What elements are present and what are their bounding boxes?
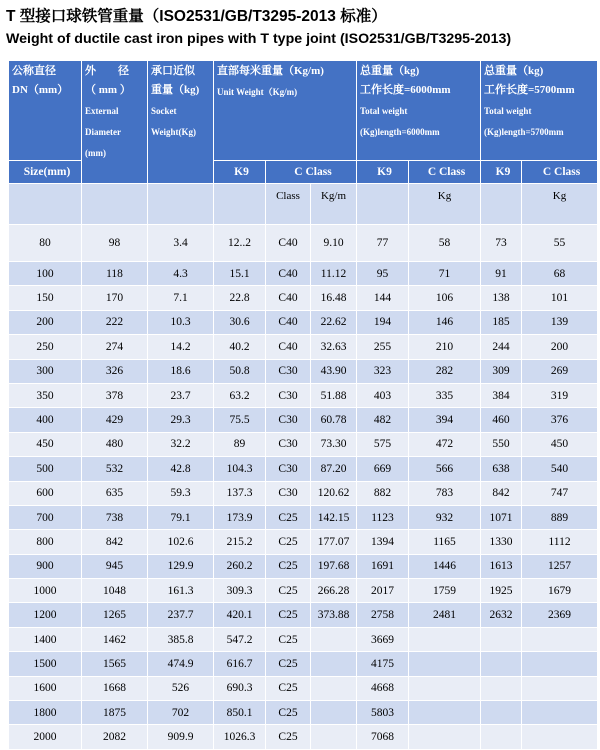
header-socket-cn1: 承口近似 <box>151 65 195 77</box>
cell-dn: 300 <box>9 359 82 383</box>
cell-dn: 1500 <box>9 652 82 676</box>
cell-cls: C40 <box>266 335 311 359</box>
cell-t5c: 68 <box>522 262 598 286</box>
cell-cls: C40 <box>266 286 311 310</box>
header-dn-unit: DN（mm） <box>12 84 69 96</box>
cell-t6c: 71 <box>409 262 481 286</box>
cell-t5c: 540 <box>522 457 598 481</box>
cell-sock: 32.2 <box>148 432 214 456</box>
cell-dn: 2000 <box>9 725 82 749</box>
cell-sock: 161.3 <box>148 579 214 603</box>
cell-t5k9 <box>481 676 522 700</box>
cell-t6k9: 4175 <box>357 652 409 676</box>
table-row <box>9 676 598 700</box>
cell-od: 1565 <box>82 652 148 676</box>
table-row <box>9 603 598 627</box>
cell-t6k9: 575 <box>357 432 409 456</box>
cell-t6k9: 2017 <box>357 579 409 603</box>
cell-t5c: 55 <box>522 225 598 262</box>
header-t6-cn1: 总重量（kg) <box>360 65 420 77</box>
cell-cw: 197.68 <box>311 554 357 578</box>
cell-k9: 50.8 <box>214 359 266 383</box>
cell-cls: C30 <box>266 383 311 407</box>
cell-t6k9: 255 <box>357 335 409 359</box>
cell-k9: 22.8 <box>214 286 266 310</box>
cell-dn: 400 <box>9 408 82 432</box>
cell-t6k9: 1394 <box>357 530 409 554</box>
cell-dn: 350 <box>9 383 82 407</box>
cell-sock: 42.8 <box>148 457 214 481</box>
cell-cw: 43.90 <box>311 359 357 383</box>
cell-od: 1875 <box>82 701 148 725</box>
cell-cls: C25 <box>266 725 311 749</box>
cell-od: 1265 <box>82 603 148 627</box>
cell-k9: 89 <box>214 432 266 456</box>
cell-od: 1462 <box>82 627 148 651</box>
cell-t6k9: 882 <box>357 481 409 505</box>
cell-t5k9: 1071 <box>481 505 522 529</box>
cell-t5k9 <box>481 701 522 725</box>
table-row <box>9 335 598 359</box>
table-row <box>9 432 598 456</box>
cell-cls: C25 <box>266 603 311 627</box>
cell-cls: C30 <box>266 359 311 383</box>
cell-cls: C25 <box>266 627 311 651</box>
table-row <box>9 725 598 749</box>
table-row <box>9 481 598 505</box>
cell-t5k9: 1613 <box>481 554 522 578</box>
units-class: Class <box>266 184 311 225</box>
cell-cls: C25 <box>266 579 311 603</box>
cell-k9: 616.7 <box>214 652 266 676</box>
table-row <box>9 457 598 481</box>
cell-cw: 142.15 <box>311 505 357 529</box>
cell-dn: 1400 <box>9 627 82 651</box>
table-row <box>9 627 598 651</box>
cell-t6k9: 4668 <box>357 676 409 700</box>
cell-cls: C25 <box>266 676 311 700</box>
cell-t6c: 58 <box>409 225 481 262</box>
cell-dn: 1000 <box>9 579 82 603</box>
title-english: Weight of ductile cast iron pipes with T type joint (ISO2531/GB/T3295-2013) <box>6 31 512 47</box>
cell-t5c: 319 <box>522 383 598 407</box>
table-row <box>9 652 598 676</box>
cell-t6c: 783 <box>409 481 481 505</box>
cell-t6c: 1759 <box>409 579 481 603</box>
title-chinese: T 型接口球铁管重量（ISO2531/GB/T3295-2013 标准） <box>6 8 387 25</box>
cell-t5c: 2369 <box>522 603 598 627</box>
cell-cw: 22.62 <box>311 310 357 334</box>
cell-t6k9: 1123 <box>357 505 409 529</box>
header-total-6000 <box>357 61 481 161</box>
cell-t6c: 210 <box>409 335 481 359</box>
cell-t6c <box>409 676 481 700</box>
cell-t5c: 450 <box>522 432 598 456</box>
header-t5-en2: (Kg)length=5700mm <box>484 127 564 137</box>
table-row <box>9 225 598 262</box>
cell-t6k9: 7068 <box>357 725 409 749</box>
cell-t5k9: 73 <box>481 225 522 262</box>
header-socket <box>148 61 214 184</box>
cell-t5k9 <box>481 627 522 651</box>
cell-t5c <box>522 701 598 725</box>
cell-t6c: 282 <box>409 359 481 383</box>
cell-cls: C25 <box>266 554 311 578</box>
cell-sock: 385.8 <box>148 627 214 651</box>
cell-t5k9: 1330 <box>481 530 522 554</box>
cell-t5c: 200 <box>522 335 598 359</box>
cell-k9: 850.1 <box>214 701 266 725</box>
cell-cw <box>311 701 357 725</box>
table-row <box>9 701 598 725</box>
cell-od: 170 <box>82 286 148 310</box>
cell-od: 2082 <box>82 725 148 749</box>
cell-k9: 690.3 <box>214 676 266 700</box>
cell-t5c <box>522 725 598 749</box>
cell-t6c: 1165 <box>409 530 481 554</box>
cell-t6k9: 1691 <box>357 554 409 578</box>
cell-k9: 547.2 <box>214 627 266 651</box>
cell-k9: 30.6 <box>214 310 266 334</box>
cell-t6c: 932 <box>409 505 481 529</box>
cell-t5c: 1112 <box>522 530 598 554</box>
cell-k9: 63.2 <box>214 383 266 407</box>
cell-t5c: 747 <box>522 481 598 505</box>
cell-t6c: 146 <box>409 310 481 334</box>
table-row <box>9 579 598 603</box>
cell-od: 738 <box>82 505 148 529</box>
cell-cw: 120.62 <box>311 481 357 505</box>
cell-t5k9: 309 <box>481 359 522 383</box>
cell-dn: 250 <box>9 335 82 359</box>
cell-sock: 14.2 <box>148 335 214 359</box>
cell-t6k9: 669 <box>357 457 409 481</box>
header-t6-cn2: 工作长度=6000mm <box>360 84 451 96</box>
cell-t6k9: 3669 <box>357 627 409 651</box>
header-od-en3: (mm) <box>85 148 106 158</box>
cell-t6k9: 95 <box>357 262 409 286</box>
table-row <box>9 554 598 578</box>
title-block <box>0 0 600 52</box>
header-unit-cn: 直部每米重量（Kg/m) <box>217 65 324 77</box>
cell-cls: C30 <box>266 432 311 456</box>
cell-t5k9: 138 <box>481 286 522 310</box>
cell-cw <box>311 676 357 700</box>
cell-sock: 79.1 <box>148 505 214 529</box>
cell-cw: 60.78 <box>311 408 357 432</box>
header-total-5700 <box>481 61 598 161</box>
cell-k9: 40.2 <box>214 335 266 359</box>
table-row <box>9 286 598 310</box>
units-kg-5700: Kg <box>522 184 598 225</box>
header-unit-k9: K9 <box>214 161 266 184</box>
table-row <box>9 530 598 554</box>
cell-cw <box>311 652 357 676</box>
cell-cls: C30 <box>266 408 311 432</box>
cell-cls: C40 <box>266 225 311 262</box>
cell-cw: 32.63 <box>311 335 357 359</box>
cell-t6c: 1446 <box>409 554 481 578</box>
cell-dn: 100 <box>9 262 82 286</box>
cell-dn: 80 <box>9 225 82 262</box>
cell-dn: 1800 <box>9 701 82 725</box>
cell-cw <box>311 627 357 651</box>
cell-sock: 18.6 <box>148 359 214 383</box>
cell-od: 480 <box>82 432 148 456</box>
table-row <box>9 408 598 432</box>
cell-t5k9: 1925 <box>481 579 522 603</box>
cell-cw: 177.07 <box>311 530 357 554</box>
cell-t6k9: 482 <box>357 408 409 432</box>
cell-k9: 137.3 <box>214 481 266 505</box>
cell-cls: C25 <box>266 505 311 529</box>
cell-t5k9: 384 <box>481 383 522 407</box>
cell-t6c <box>409 701 481 725</box>
cell-k9: 173.9 <box>214 505 266 529</box>
cell-od: 118 <box>82 262 148 286</box>
header-od-en2: Diameter <box>85 127 121 137</box>
header-t5-cclass: C Class <box>522 161 598 184</box>
cell-sock: 10.3 <box>148 310 214 334</box>
cell-sock: 237.7 <box>148 603 214 627</box>
header-unit-weight <box>214 61 357 161</box>
cell-t6k9: 403 <box>357 383 409 407</box>
cell-od: 635 <box>82 481 148 505</box>
cell-dn: 150 <box>9 286 82 310</box>
cell-od: 1668 <box>82 676 148 700</box>
header-t5-k9: K9 <box>481 161 522 184</box>
cell-t5k9: 185 <box>481 310 522 334</box>
cell-od: 1048 <box>82 579 148 603</box>
cell-t6c <box>409 627 481 651</box>
cell-t6k9: 144 <box>357 286 409 310</box>
header-od-unit: （ mm ） <box>85 84 131 96</box>
table-row <box>9 505 598 529</box>
table-row <box>9 310 598 334</box>
cell-od: 429 <box>82 408 148 432</box>
cell-dn: 700 <box>9 505 82 529</box>
cell-dn: 900 <box>9 554 82 578</box>
table-row <box>9 359 598 383</box>
cell-sock: 23.7 <box>148 383 214 407</box>
header-t6-en1: Total weight <box>360 106 408 116</box>
weight-table <box>8 60 598 750</box>
cell-cw: 373.88 <box>311 603 357 627</box>
table-row <box>9 262 598 286</box>
cell-t5c: 889 <box>522 505 598 529</box>
cell-t5c: 269 <box>522 359 598 383</box>
cell-dn: 450 <box>9 432 82 456</box>
cell-od: 842 <box>82 530 148 554</box>
cell-k9: 420.1 <box>214 603 266 627</box>
cell-t5c: 139 <box>522 310 598 334</box>
cell-od: 274 <box>82 335 148 359</box>
units-row <box>9 184 598 225</box>
cell-dn: 1200 <box>9 603 82 627</box>
cell-t5k9: 842 <box>481 481 522 505</box>
header-t6-cclass: C Class <box>409 161 481 184</box>
cell-sock: 129.9 <box>148 554 214 578</box>
cell-t5c <box>522 652 598 676</box>
cell-t6c: 472 <box>409 432 481 456</box>
header-t6-k9: K9 <box>357 161 409 184</box>
cell-t5k9: 2632 <box>481 603 522 627</box>
cell-od: 945 <box>82 554 148 578</box>
cell-cw <box>311 725 357 749</box>
cell-t6k9: 323 <box>357 359 409 383</box>
cell-t5c: 1257 <box>522 554 598 578</box>
table-body <box>9 184 598 750</box>
cell-cw: 87.20 <box>311 457 357 481</box>
cell-dn: 200 <box>9 310 82 334</box>
cell-dn: 600 <box>9 481 82 505</box>
header-od <box>82 61 148 184</box>
cell-k9: 75.5 <box>214 408 266 432</box>
units-kgm: Kg/m <box>311 184 357 225</box>
header-unit-en: Unit Weight（Kg/m) <box>217 87 298 97</box>
header-od-cn: 外 径 <box>85 65 129 77</box>
cell-sock: 3.4 <box>148 225 214 262</box>
cell-t6c: 335 <box>409 383 481 407</box>
cell-t6c: 566 <box>409 457 481 481</box>
cell-sock: 702 <box>148 701 214 725</box>
cell-cw: 11.12 <box>311 262 357 286</box>
cell-k9: 260.2 <box>214 554 266 578</box>
cell-t6k9: 2758 <box>357 603 409 627</box>
cell-sock: 59.3 <box>148 481 214 505</box>
cell-sock: 526 <box>148 676 214 700</box>
header-socket-cn2: 重量（kg) <box>151 84 200 96</box>
cell-t6k9: 77 <box>357 225 409 262</box>
header-od-en1: External <box>85 106 119 116</box>
cell-cw: 266.28 <box>311 579 357 603</box>
cell-dn: 1600 <box>9 676 82 700</box>
cell-od: 326 <box>82 359 148 383</box>
cell-cls: C40 <box>266 262 311 286</box>
cell-cls: C25 <box>266 701 311 725</box>
header-t5-cn1: 总重量（kg) <box>484 65 544 77</box>
cell-k9: 215.2 <box>214 530 266 554</box>
cell-t5k9: 244 <box>481 335 522 359</box>
cell-od: 98 <box>82 225 148 262</box>
cell-k9: 309.3 <box>214 579 266 603</box>
cell-t6c: 394 <box>409 408 481 432</box>
cell-sock: 29.3 <box>148 408 214 432</box>
cell-t5k9: 91 <box>481 262 522 286</box>
header-dn <box>9 61 82 161</box>
cell-t5c: 1679 <box>522 579 598 603</box>
header-t5-cn2: 工作长度=5700mm <box>484 84 575 96</box>
header-t6-en2: (Kg)length=6000mm <box>360 127 440 137</box>
cell-sock: 4.3 <box>148 262 214 286</box>
cell-cw: 16.48 <box>311 286 357 310</box>
units-kg-6000: Kg <box>409 184 481 225</box>
cell-cls: C30 <box>266 457 311 481</box>
cell-cw: 51.88 <box>311 383 357 407</box>
cell-t6k9: 194 <box>357 310 409 334</box>
cell-dn: 500 <box>9 457 82 481</box>
cell-sock: 909.9 <box>148 725 214 749</box>
header-dn-cn: 公称直径 <box>12 65 56 77</box>
cell-k9: 1026.3 <box>214 725 266 749</box>
cell-t5c: 376 <box>522 408 598 432</box>
cell-t5c <box>522 676 598 700</box>
header-t5-en1: Total weight <box>484 106 532 116</box>
cell-sock: 102.6 <box>148 530 214 554</box>
cell-dn: 800 <box>9 530 82 554</box>
header-socket-en1: Socket <box>151 106 177 116</box>
cell-od: 222 <box>82 310 148 334</box>
cell-t6c <box>409 725 481 749</box>
table-row <box>9 383 598 407</box>
cell-k9: 12..2 <box>214 225 266 262</box>
cell-t5c: 101 <box>522 286 598 310</box>
cell-t6k9: 5803 <box>357 701 409 725</box>
cell-cls: C40 <box>266 310 311 334</box>
cell-t6c: 2481 <box>409 603 481 627</box>
cell-k9: 15.1 <box>214 262 266 286</box>
cell-t5k9: 550 <box>481 432 522 456</box>
cell-t6c: 106 <box>409 286 481 310</box>
cell-sock: 474.9 <box>148 652 214 676</box>
cell-od: 378 <box>82 383 148 407</box>
cell-cls: C30 <box>266 481 311 505</box>
cell-t6c <box>409 652 481 676</box>
cell-sock: 7.1 <box>148 286 214 310</box>
header-unit-cclass: C Class <box>266 161 357 184</box>
cell-t5k9: 460 <box>481 408 522 432</box>
cell-t5c <box>522 627 598 651</box>
cell-t5k9 <box>481 725 522 749</box>
cell-cls: C25 <box>266 530 311 554</box>
header-dn-size: Size(mm) <box>9 161 82 184</box>
header-socket-en2: Weight(Kg) <box>151 127 196 137</box>
cell-k9: 104.3 <box>214 457 266 481</box>
cell-cls: C25 <box>266 652 311 676</box>
cell-t5k9: 638 <box>481 457 522 481</box>
cell-cw: 9.10 <box>311 225 357 262</box>
cell-cw: 73.30 <box>311 432 357 456</box>
cell-od: 532 <box>82 457 148 481</box>
cell-t5k9 <box>481 652 522 676</box>
